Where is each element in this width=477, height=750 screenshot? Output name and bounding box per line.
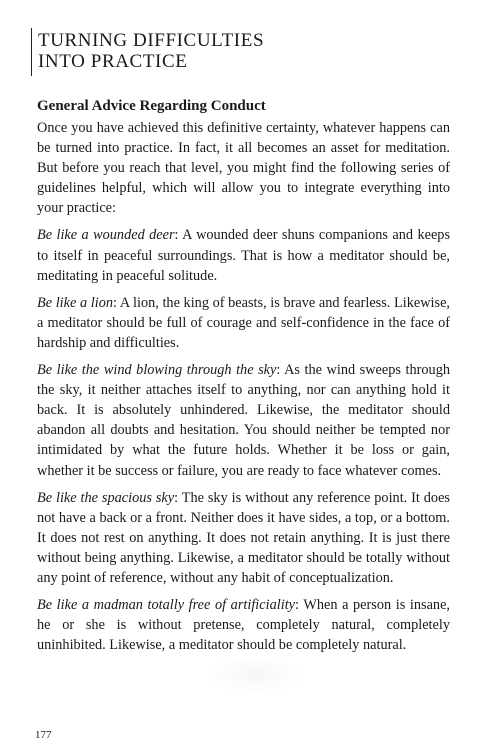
title-rule (31, 28, 32, 76)
body-text (37, 118, 450, 662)
guideline-paragraph (37, 225, 450, 285)
guideline-paragraph (37, 293, 450, 353)
guideline-text: : A lion, the king of beasts, is brave and fearless. Likewise, a meditator should be full of courage and self-confidence in the face of hardship and difficulties. (37, 294, 450, 351)
guideline-text: : When a person is insane, he or she is without pretense, completely natural, completely uninhibited. Likewise, a meditator should be completely natural. (37, 597, 450, 654)
guideline-lead: Be like a lion (37, 294, 114, 311)
guideline-text: : The sky is without any reference point. It does not have a back or a front. Neither does it have sides, a top, or a bottom. It does not rest on anything. It does not retain anything. It is just there without being anything. Likewise, a meditator should be totally without any point of reference, without any habit of conceptualization. (37, 489, 450, 586)
chapter-title-line-2: INTO PRACTICE (38, 51, 188, 72)
guideline-text: : As the wind sweeps through the sky, it neither attaches itself to anything, nor can anything hold it back. It is absolutely unhindered. Likewise, the meditator should abandon all doubts and hesitation. You should neither be tempted nor intimidated by what the future holds. Whether it be loss or gain, whether it be success or failure, you are ready to face whatever comes. (37, 362, 450, 479)
intro-paragraph: Once you have achieved this definitive certainty, whatever happens can be turned into practice. In fact, it all becomes an asset for meditation. But before you reach that level, you might find the following series of guidelines helpful, which will allow you to integrate everything into your practice: (37, 120, 450, 217)
guideline-lead: Be like a wounded deer (37, 227, 175, 244)
guideline-paragraph (37, 595, 450, 655)
guideline-text: : A wounded deer shuns companions and keeps to itself in peaceful surroundings. That is how a meditator should be, meditating in peaceful solitude. (37, 227, 451, 284)
section-heading: General Advice Regarding Conduct (37, 98, 266, 114)
guideline-lead: Be like the spacious sky (37, 489, 175, 506)
guideline-lead: Be like the wind blowing through the sky (37, 362, 277, 379)
guideline-lead: Be like a madman totally free of artificiality (37, 597, 296, 614)
page-number: 177 (35, 729, 52, 741)
guideline-paragraph (37, 488, 450, 588)
guideline-paragraph (37, 360, 450, 481)
chapter-title-line-1: TURNING DIFFICULTIES (38, 30, 265, 51)
show-through-smudge (205, 655, 305, 695)
chapter-title (38, 30, 438, 72)
